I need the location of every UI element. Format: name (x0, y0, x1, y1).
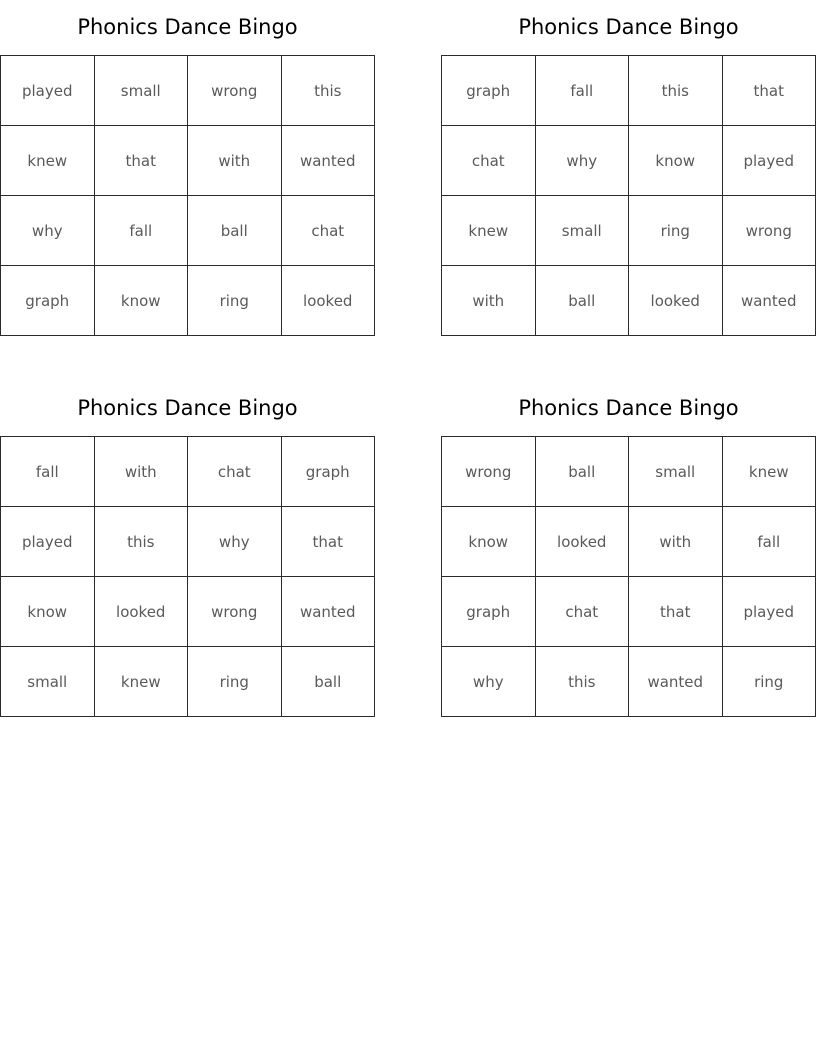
bingo-cell: wrong (723, 196, 816, 266)
bingo-cell: fall (723, 507, 816, 577)
bingo-cell: this (629, 56, 723, 126)
bingo-cell: wrong (442, 437, 536, 507)
card-title: Phonics Dance Bingo (518, 15, 739, 39)
bingo-cell: with (442, 266, 536, 336)
bingo-cell: ball (188, 196, 282, 266)
bingo-cell: small (1, 647, 95, 717)
bingo-cell: know (442, 507, 536, 577)
bingo-cell: knew (95, 647, 189, 717)
bingo-cell: with (188, 126, 282, 196)
bingo-card-4 (441, 393, 816, 691)
bingo-cell: chat (188, 437, 282, 507)
bingo-grid (0, 436, 375, 717)
card-title: Phonics Dance Bingo (77, 15, 298, 39)
bingo-cell: looked (282, 266, 376, 336)
bingo-cell: why (188, 507, 282, 577)
bingo-cell: played (1, 56, 95, 126)
bingo-cell: ring (188, 266, 282, 336)
bingo-cell: that (723, 56, 816, 126)
bingo-cell: fall (95, 196, 189, 266)
bingo-cell: with (95, 437, 189, 507)
bingo-cell: with (629, 507, 723, 577)
bingo-cell: wanted (629, 647, 723, 717)
bingo-cell: ball (536, 437, 630, 507)
bingo-cell: wrong (188, 56, 282, 126)
bingo-grid (0, 55, 375, 336)
bingo-cell: wanted (723, 266, 816, 336)
bingo-cell: why (1, 196, 95, 266)
bingo-cell: graph (282, 437, 376, 507)
bingo-cell: knew (442, 196, 536, 266)
bingo-cell: ring (629, 196, 723, 266)
bingo-card-1 (0, 12, 375, 310)
bingo-cell: that (629, 577, 723, 647)
bingo-cell: small (629, 437, 723, 507)
bingo-cell: know (95, 266, 189, 336)
bingo-cell: chat (282, 196, 376, 266)
bingo-cell: chat (442, 126, 536, 196)
bingo-cell: looked (95, 577, 189, 647)
bingo-cell: looked (629, 266, 723, 336)
bingo-cell: small (95, 56, 189, 126)
bingo-cell: ring (188, 647, 282, 717)
bingo-cell: wanted (282, 126, 376, 196)
bingo-cell: graph (442, 56, 536, 126)
bingo-cell: that (282, 507, 376, 577)
bingo-cell: why (536, 126, 630, 196)
bingo-cell: wanted (282, 577, 376, 647)
bingo-cell: fall (536, 56, 630, 126)
bingo-cell: ring (723, 647, 816, 717)
bingo-cell: played (1, 507, 95, 577)
bingo-cell: this (95, 507, 189, 577)
bingo-cell: this (536, 647, 630, 717)
bingo-cell: know (1, 577, 95, 647)
bingo-cell: wrong (188, 577, 282, 647)
bingo-card-3 (0, 393, 375, 691)
bingo-grid (441, 55, 816, 336)
bingo-cell: ball (282, 647, 376, 717)
bingo-grid (441, 436, 816, 717)
bingo-cell: that (95, 126, 189, 196)
bingo-cell: looked (536, 507, 630, 577)
bingo-cell: knew (723, 437, 816, 507)
bingo-card-2 (441, 12, 816, 310)
bingo-cell: ball (536, 266, 630, 336)
bingo-cell: knew (1, 126, 95, 196)
card-title: Phonics Dance Bingo (77, 396, 298, 420)
bingo-cell: graph (442, 577, 536, 647)
bingo-cell: played (723, 577, 816, 647)
bingo-cell: this (282, 56, 376, 126)
bingo-cell: played (723, 126, 816, 196)
bingo-cell: know (629, 126, 723, 196)
bingo-cell: chat (536, 577, 630, 647)
bingo-cell: graph (1, 266, 95, 336)
bingo-cell: small (536, 196, 630, 266)
bingo-cell: fall (1, 437, 95, 507)
bingo-cell: why (442, 647, 536, 717)
card-title: Phonics Dance Bingo (518, 396, 739, 420)
